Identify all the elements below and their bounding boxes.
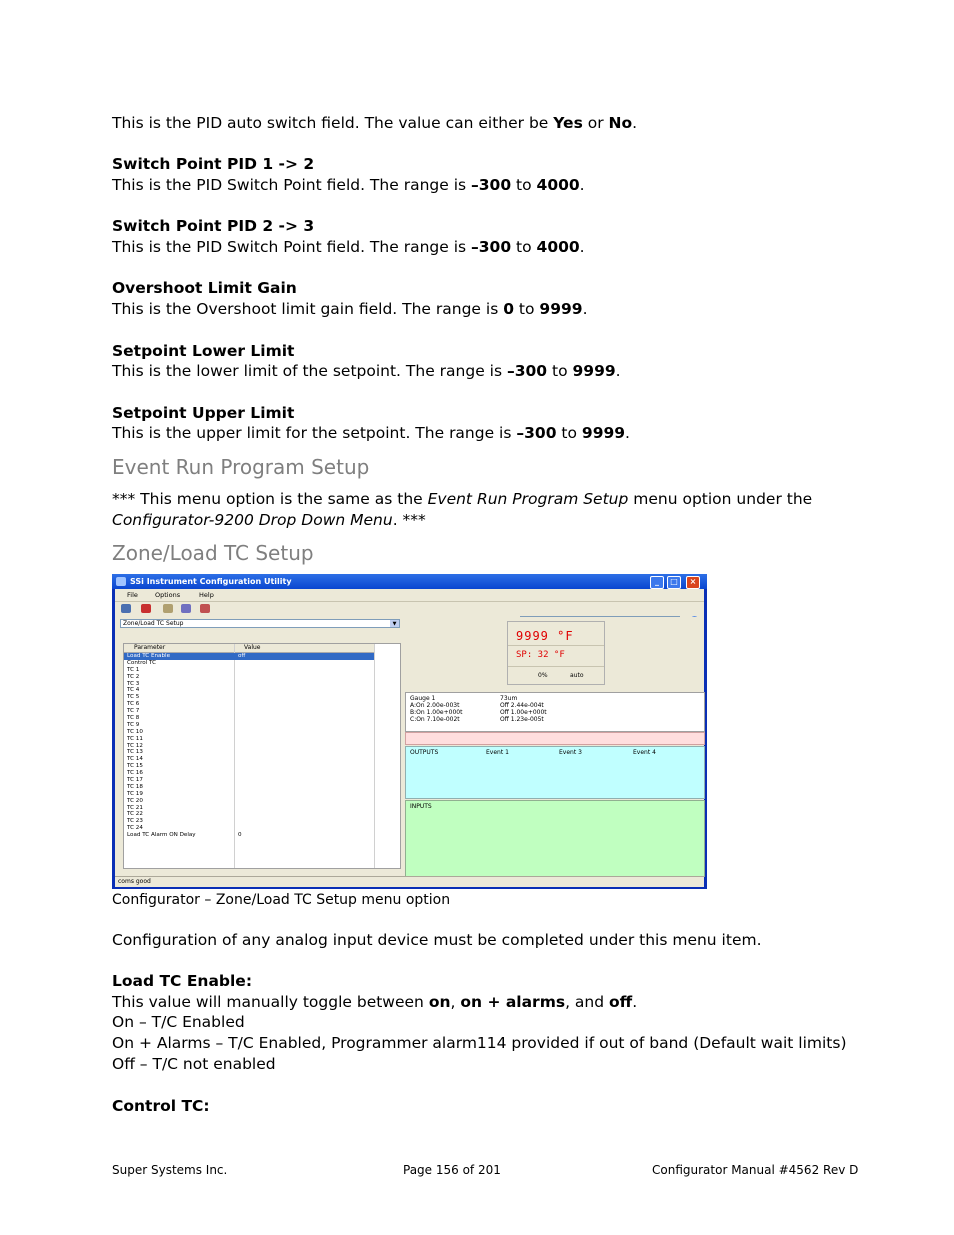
window-titlebar [112,574,707,589]
gauge-line: A:On 2.00e-003t [410,702,460,709]
screenshot-window [112,574,707,889]
process-value: 9999 °F [516,629,574,643]
load-tc-line-off: Off – T/C not enabled [112,1055,276,1073]
table-row[interactable] [124,729,374,736]
row-parameter: TC 15 [127,763,143,770]
setpoint-upper-paragraph: This is the upper limit for the setpoint. The range is –300 to 9999. [112,424,630,442]
table-row[interactable] [124,770,374,777]
menu-select[interactable]: Zone/Load TC Setup ▼ [120,619,400,628]
table-row[interactable] [124,701,374,708]
inputs-box [405,800,705,877]
row-parameter: TC 10 [127,728,143,735]
alarm-bar [405,732,705,745]
row-parameter: TC 24 [127,825,143,832]
toolbar [115,601,704,616]
row-parameter: TC 5 [127,694,140,701]
row-parameter: TC 23 [127,818,143,825]
table-row[interactable] [124,743,374,750]
table-row[interactable] [124,722,374,729]
event-3-label: Event 3 [559,749,582,756]
zone-load-heading: Zone/Load TC Setup [112,541,314,565]
footer-right: Configurator Manual #4562 Rev D [652,1163,859,1177]
config-paragraph: Configuration of any analog input device must be completed under this menu item. [112,931,762,949]
window-client [115,589,704,886]
row-parameter: TC 11 [127,735,143,742]
row-parameter: TC 18 [127,783,143,790]
table-row[interactable] [124,811,374,818]
table-row[interactable] [124,694,374,701]
gauge-line: 73um [500,695,518,702]
table-row[interactable] [124,708,374,715]
gauge-left-col [410,695,462,723]
row-parameter: TC 8 [127,715,140,722]
overshoot-paragraph: This is the Overshoot limit gain field. The range is 0 to 9999. [112,300,588,318]
gauge-line: Off 2.44e-004t [500,702,544,709]
table-row[interactable] [124,818,374,825]
load-tc-line-on-alarms: On + Alarms – T/C Enabled, Programmer alarm114 provided if out of band (Default wait limits) [112,1034,847,1052]
row-parameter: TC 4 [127,687,140,694]
stop-icon[interactable] [141,604,151,613]
table-row[interactable] [124,756,374,763]
gauge-line: C:On 7.10e-002t [410,716,460,723]
menu-options[interactable]: Options [155,591,181,599]
table-row[interactable] [124,674,374,681]
output-percent: 0% [538,672,548,679]
maximize-icon[interactable]: □ [667,576,681,589]
table-row[interactable] [124,825,374,832]
table-row[interactable] [124,681,374,688]
row-value[interactable]: 0 [238,832,242,839]
event-run-paragraph-line1: *** This menu option is the same as the Event Run Program Setup menu option under the [112,490,813,508]
row-parameter: Load TC Enable [127,653,171,659]
row-parameter: TC 6 [127,701,140,708]
col-parameter: Parameter [134,644,166,651]
table-row[interactable] [124,784,374,791]
switch-point-2-3-heading: Switch Point PID 2 -> 3 [112,217,315,235]
menu-file[interactable]: File [127,591,138,599]
load-tc-line-on: On – T/C Enabled [112,1013,245,1031]
connect-icon[interactable] [121,604,131,613]
row-parameter: TC 20 [127,797,143,804]
gauge-right-col [500,695,547,723]
gear-icon[interactable] [181,604,191,613]
row-parameter: Load TC Alarm ON Delay [127,832,196,839]
control-tc-heading: Control TC: [112,1097,210,1115]
inputs-label: INPUTS [410,803,432,810]
parameter-grid [123,643,401,869]
footer-left: Super Systems Inc. [112,1163,228,1177]
figure-caption: Configurator – Zone/Load TC Setup menu option [112,892,451,908]
control-mode[interactable]: auto [570,672,584,679]
table-row[interactable] [124,798,374,805]
row-parameter: TC 16 [127,770,143,777]
table-row[interactable] [124,653,374,660]
row-parameter: TC 21 [127,804,143,811]
table-row[interactable] [124,715,374,722]
row-parameter: TC 3 [127,680,140,687]
minimize-icon[interactable]: _ [650,576,664,589]
grid-header [124,644,374,653]
event-4-label: Event 4 [633,749,656,756]
gauge-line: Off 1.23e-005t [500,716,544,723]
load-tc-heading: Load TC Enable: [112,972,253,990]
table-row[interactable] [124,660,374,667]
table-row[interactable] [124,736,374,743]
row-parameter: TC 7 [127,708,140,715]
table-row[interactable] [124,832,374,839]
switch-point-2-3-paragraph: This is the PID Switch Point field. The range is –300 to 4000. [112,238,585,256]
setpoint-lower-paragraph: This is the lower limit of the setpoint. The range is –300 to 9999. [112,362,621,380]
row-parameter: TC 14 [127,756,143,763]
tool-icon[interactable] [163,604,173,613]
overshoot-heading: Overshoot Limit Gain [112,279,297,297]
chart-icon[interactable] [200,604,210,613]
outputs-box [405,746,705,799]
app-icon [116,577,126,586]
status-text: coms good [118,878,151,885]
table-row[interactable] [124,687,374,694]
row-parameter: TC 17 [127,777,143,784]
gauge-line: Gauge 1 [410,695,436,702]
switch-point-1-2-paragraph: This is the PID Switch Point field. The range is –300 to 4000. [112,176,585,194]
row-parameter: TC 12 [127,742,143,749]
table-row[interactable] [124,749,374,756]
row-parameter: TC 2 [127,673,140,680]
row-parameter: TC 22 [127,811,143,818]
grid-rows [124,653,374,839]
row-value[interactable]: off [238,653,246,659]
menu-bar [115,589,704,601]
table-row[interactable] [124,777,374,784]
switch-point-1-2-heading: Switch Point PID 1 -> 2 [112,155,315,173]
load-tc-paragraph: This value will manually toggle between on, on + alarms, and off. [112,993,638,1011]
left-pane [118,617,401,875]
setpoint-value: SP: 32 °F [516,650,565,660]
row-parameter: TC 9 [127,721,140,728]
event-run-paragraph-line2: Configurator-9200 Drop Down Menu. *** [112,511,426,529]
close-icon[interactable]: × [686,576,700,589]
row-parameter: TC 19 [127,790,143,797]
row-parameter: Control TC [127,659,156,666]
pid-auto-paragraph: This is the PID auto switch field. The value can either be Yes or No. [112,114,638,132]
process-display [507,621,605,685]
table-row[interactable] [124,763,374,770]
setpoint-upper-heading: Setpoint Upper Limit [112,404,295,422]
table-row[interactable] [124,667,374,674]
row-parameter: TC 13 [127,749,143,756]
right-pane [404,617,704,875]
setpoint-lower-heading: Setpoint Lower Limit [112,342,295,360]
outputs-label: OUTPUTS [410,749,439,756]
table-row[interactable] [124,791,374,798]
event-run-heading: Event Run Program Setup [112,455,370,479]
gauge-line: B:On 1.00e+000t [410,709,463,716]
window-title: SSi Instrument Configuration Utility [130,577,292,586]
footer-page: Page 156 of 201 [403,1163,501,1177]
chevron-down-icon[interactable]: ▼ [390,620,399,627]
table-row[interactable] [124,805,374,812]
event-1-label: Event 1 [486,749,509,756]
row-parameter: TC 1 [127,666,140,673]
gauge-status-box [405,692,705,732]
gauge-line: Off 1.00e+000t [500,709,547,716]
menu-help[interactable]: Help [199,591,214,599]
status-bar [115,876,704,887]
col-value: Value [244,644,261,651]
